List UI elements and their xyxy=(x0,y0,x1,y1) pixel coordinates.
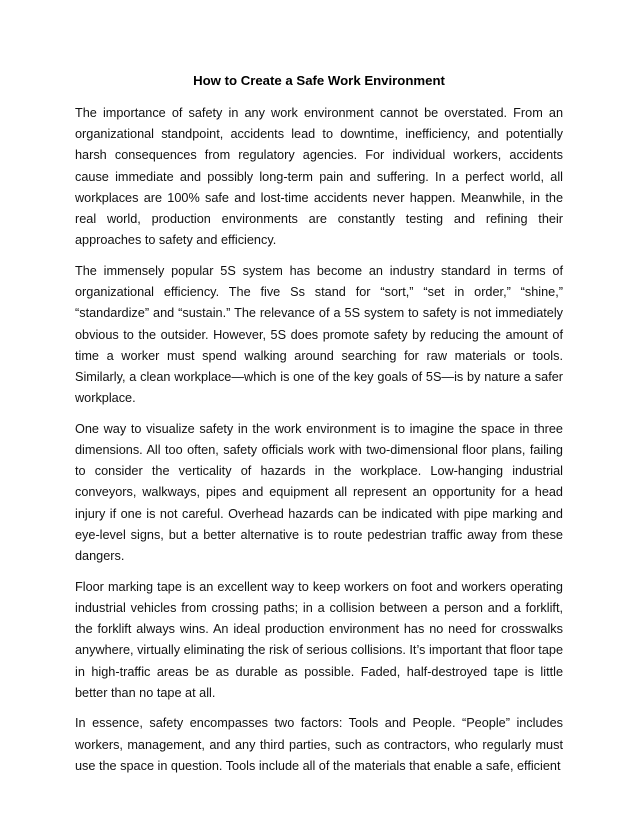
paragraph-2: The immensely popular 5S system has become an industry standard in terms of organizational efficiency. The five Ss stand for “sort,” “set in order,” “shine,” “standardize” and “sustain.” The relevance of a 5S system to safety is not immediately obvious to the outsider. However, 5S does promote safety by reducing the amount of time a worker must spend walking around searching for raw materials or tools. Similarly, a clean workplace—which is one of the key goals of 5S—is by nature a safer workplace. xyxy=(75,263,563,406)
paragraph-5: In essence, safety encompasses two factors: Tools and People. “People” includes workers, management, and any third parties, such as contractors, who regularly must use the space in question. Tools include all of the materials that enable a safe, efficient xyxy=(75,716,563,773)
paragraph-4: Floor marking tape is an excellent way to keep workers on foot and workers operating industrial vehicles from crossing paths; in a collision between a person and a forklift, the forklift always wins. An ideal production environment has no need for crosswalks anywhere, virtually eliminating the risk of serious collisions. It’s important that floor tape in high-traffic areas be as durable as possible. Faded, half-destroyed tape is little better than no tape at all. xyxy=(75,579,563,700)
paragraph-3: One way to visualize safety in the work environment is to imagine the space in three dimensions. All too often, safety officials work with two-dimensional floor plans, failing to consider the verticality of hazards in the workplace. Low-hanging industrial conveyors, walkways, pipes and equipment all represent an opportunity for a head injury if one is not careful. Overhead hazards can be indicated with pipe marking and eye-level signs, but a better alternative is to route pedestrian traffic away from these dangers. xyxy=(75,421,563,564)
document-title: How to Create a Safe Work Environment xyxy=(193,73,445,88)
paragraph-1: The importance of safety in any work environment cannot be overstated. From an organizational standpoint, accidents lead to downtime, inefficiency, and potentially harsh consequences from regulatory agencies. For individual workers, accidents cause immediate and possibly long-term pain and suffering. In a perfect world, all workplaces are 100% safe and lost-time accidents never happen. Meanwhile, in the real world, production environments are constantly testing and refining their approaches to safety and efficiency. xyxy=(75,106,563,248)
